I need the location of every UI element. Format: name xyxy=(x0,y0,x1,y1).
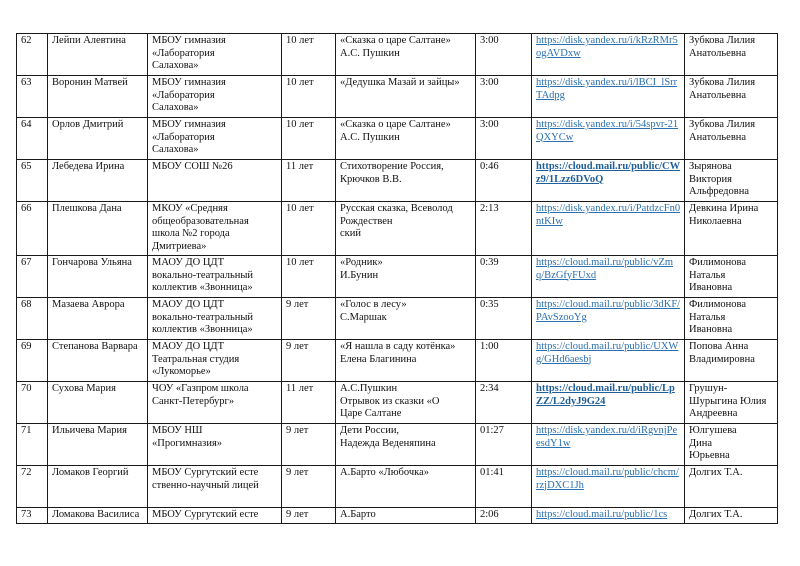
row-number: 73 xyxy=(17,508,48,524)
table-row xyxy=(17,34,778,76)
teacher-name: Филимонова Наталья Ивановна xyxy=(685,256,778,298)
work-title: «Родник» И.Бунин xyxy=(336,256,476,298)
teacher-name: Юлгушева Дина Юрьевна xyxy=(685,424,778,466)
work-title: «Сказка о царе Салтане» А.С. Пушкин xyxy=(336,34,476,76)
table-row xyxy=(17,202,778,256)
participant-age: 10 лет xyxy=(282,76,336,118)
work-title: Стихотворение Россия, Крючков В.В. xyxy=(336,160,476,202)
duration: 01:41 xyxy=(476,466,532,508)
teacher-name: Грушун- Шурыгина Юлия Андреевна xyxy=(685,382,778,424)
video-link[interactable]: https://disk.yandex.ru/i/54spvr-21QXYCw xyxy=(532,118,685,160)
video-link[interactable]: https://cloud.mail.ru/public/3dKF/PAvSzooYg xyxy=(532,298,685,340)
participant-age: 9 лет xyxy=(282,424,336,466)
school-name: МБОУ Сургутский есте xyxy=(148,508,282,524)
duration: 3:00 xyxy=(476,76,532,118)
participant-name: Плешкова Дана xyxy=(48,202,148,256)
row-number: 68 xyxy=(17,298,48,340)
participant-name: Мазаева Аврора xyxy=(48,298,148,340)
participant-age: 9 лет xyxy=(282,340,336,382)
teacher-name: Зубкова Лилия Анатольевна xyxy=(685,34,778,76)
row-number: 62 xyxy=(17,34,48,76)
duration: 2:13 xyxy=(476,202,532,256)
video-link[interactable]: https://cloud.mail.ru/public/LpZZ/L2dyJ9G24 xyxy=(532,382,685,424)
table-row xyxy=(17,466,778,508)
video-link[interactable]: https://cloud.mail.ru/public/1cs xyxy=(532,508,685,524)
video-link[interactable]: https://cloud.mail.ru/public/UXWg/GHd6aesbj xyxy=(532,340,685,382)
teacher-name: Филимонова Наталья Ивановна xyxy=(685,298,778,340)
teacher-name: Зубкова Лилия Анатольевна xyxy=(685,76,778,118)
teacher-name: Зубкова Лилия Анатольевна xyxy=(685,118,778,160)
participants-table xyxy=(16,33,778,524)
participant-age: 9 лет xyxy=(282,298,336,340)
work-title: Русская сказка, Всеволод Рождествен ский xyxy=(336,202,476,256)
participant-age: 10 лет xyxy=(282,34,336,76)
video-link[interactable]: https://cloud.mail.ru/public/chcm/rzjDXC1Jh xyxy=(532,466,685,508)
participant-name: Гончарова Ульяна xyxy=(48,256,148,298)
school-name: МБОУ НШ «Прогимназия» xyxy=(148,424,282,466)
teacher-name: Девкина Ирина Николаевна xyxy=(685,202,778,256)
work-title: «Голос в лесу» С.Маршак xyxy=(336,298,476,340)
school-name: МКОУ «Средняя общеобразовательная школа №2 города Дмитриева» xyxy=(148,202,282,256)
participant-age: 10 лет xyxy=(282,202,336,256)
table-row xyxy=(17,382,778,424)
duration: 2:34 xyxy=(476,382,532,424)
duration: 3:00 xyxy=(476,34,532,76)
school-name: МАОУ ДО ЦДТ вокально-театральный коллектив «Звонница» xyxy=(148,298,282,340)
table-row xyxy=(17,340,778,382)
teacher-name: Долгих Т.А. xyxy=(685,466,778,508)
work-title: «Я нашла в саду котёнка» Елена Благинина xyxy=(336,340,476,382)
duration: 01:27 xyxy=(476,424,532,466)
table-row xyxy=(17,256,778,298)
participant-name: Ильичева Мария xyxy=(48,424,148,466)
row-number: 72 xyxy=(17,466,48,508)
video-link[interactable]: https://disk.yandex.ru/i/lBCI_lSrrTAdpg xyxy=(532,76,685,118)
participant-age: 11 лет xyxy=(282,382,336,424)
participant-name: Сухова Мария xyxy=(48,382,148,424)
school-name: ЧОУ «Газпром школа Санкт-Петербург» xyxy=(148,382,282,424)
participant-name: Ломаков Георгий xyxy=(48,466,148,508)
work-title: А.Барто «Любочка» xyxy=(336,466,476,508)
row-number: 65 xyxy=(17,160,48,202)
duration: 0:35 xyxy=(476,298,532,340)
work-title: Дети России, Надежда Веденяпина xyxy=(336,424,476,466)
duration: 0:39 xyxy=(476,256,532,298)
work-title: «Дедушка Мазай и зайцы» xyxy=(336,76,476,118)
school-name: МБОУ гимназия «Лаборатория Салахова» xyxy=(148,118,282,160)
work-title: А.Барто xyxy=(336,508,476,524)
table-row xyxy=(17,508,778,524)
participant-name: Лебедева Ирина xyxy=(48,160,148,202)
teacher-name: Долгих Т.А. xyxy=(685,508,778,524)
school-name: МАОУ ДО ЦДТ Театральная студия «Лукоморье» xyxy=(148,340,282,382)
duration: 3:00 xyxy=(476,118,532,160)
row-number: 67 xyxy=(17,256,48,298)
participant-age: 11 лет xyxy=(282,160,336,202)
table-row xyxy=(17,424,778,466)
table-row xyxy=(17,118,778,160)
table-row xyxy=(17,298,778,340)
table-row xyxy=(17,160,778,202)
participant-age: 9 лет xyxy=(282,508,336,524)
video-link[interactable]: https://disk.yandex.ru/d/iRgvnjPeesdY1w xyxy=(532,424,685,466)
participant-age: 9 лет xyxy=(282,466,336,508)
table-row xyxy=(17,76,778,118)
teacher-name: Зырянова Виктория Альфредовна xyxy=(685,160,778,202)
participant-name: Орлов Дмитрий xyxy=(48,118,148,160)
row-number: 71 xyxy=(17,424,48,466)
school-name: МБОУ гимназия «Лаборатория Салахова» xyxy=(148,34,282,76)
video-link[interactable]: https://disk.yandex.ru/i/kRzRMr5ogAVDxw xyxy=(532,34,685,76)
duration: 0:46 xyxy=(476,160,532,202)
row-number: 69 xyxy=(17,340,48,382)
video-link[interactable]: https://cloud.mail.ru/public/CWz9/1Lzz6DVoQ xyxy=(532,160,685,202)
participant-name: Воронин Матвей xyxy=(48,76,148,118)
school-name: МБОУ гимназия «Лаборатория Салахова» xyxy=(148,76,282,118)
school-name: МБОУ СОШ №26 xyxy=(148,160,282,202)
participant-age: 10 лет xyxy=(282,118,336,160)
row-number: 63 xyxy=(17,76,48,118)
participant-name: Степанова Варвара xyxy=(48,340,148,382)
school-name: МБОУ Сургутский есте ственно-научный лицей xyxy=(148,466,282,508)
duration: 1:00 xyxy=(476,340,532,382)
school-name: МАОУ ДО ЦДТ вокально-театральный коллектив «Звонница» xyxy=(148,256,282,298)
video-link[interactable]: https://cloud.mail.ru/public/vZmq/BzGfyFUxd xyxy=(532,256,685,298)
video-link[interactable]: https://disk.yandex.ru/i/PatdzcFn0ntKIw xyxy=(532,202,685,256)
teacher-name: Попова Анна Владимировна xyxy=(685,340,778,382)
duration: 2:06 xyxy=(476,508,532,524)
participant-age: 10 лет xyxy=(282,256,336,298)
row-number: 64 xyxy=(17,118,48,160)
work-title: «Сказка о царе Салтане» А.С. Пушкин xyxy=(336,118,476,160)
row-number: 70 xyxy=(17,382,48,424)
work-title: А.С.Пушкин Отрывок из сказки «О Царе Салтане xyxy=(336,382,476,424)
participant-name: Ломакова Василиса xyxy=(48,508,148,524)
row-number: 66 xyxy=(17,202,48,256)
participant-name: Лейпи Алевтина xyxy=(48,34,148,76)
